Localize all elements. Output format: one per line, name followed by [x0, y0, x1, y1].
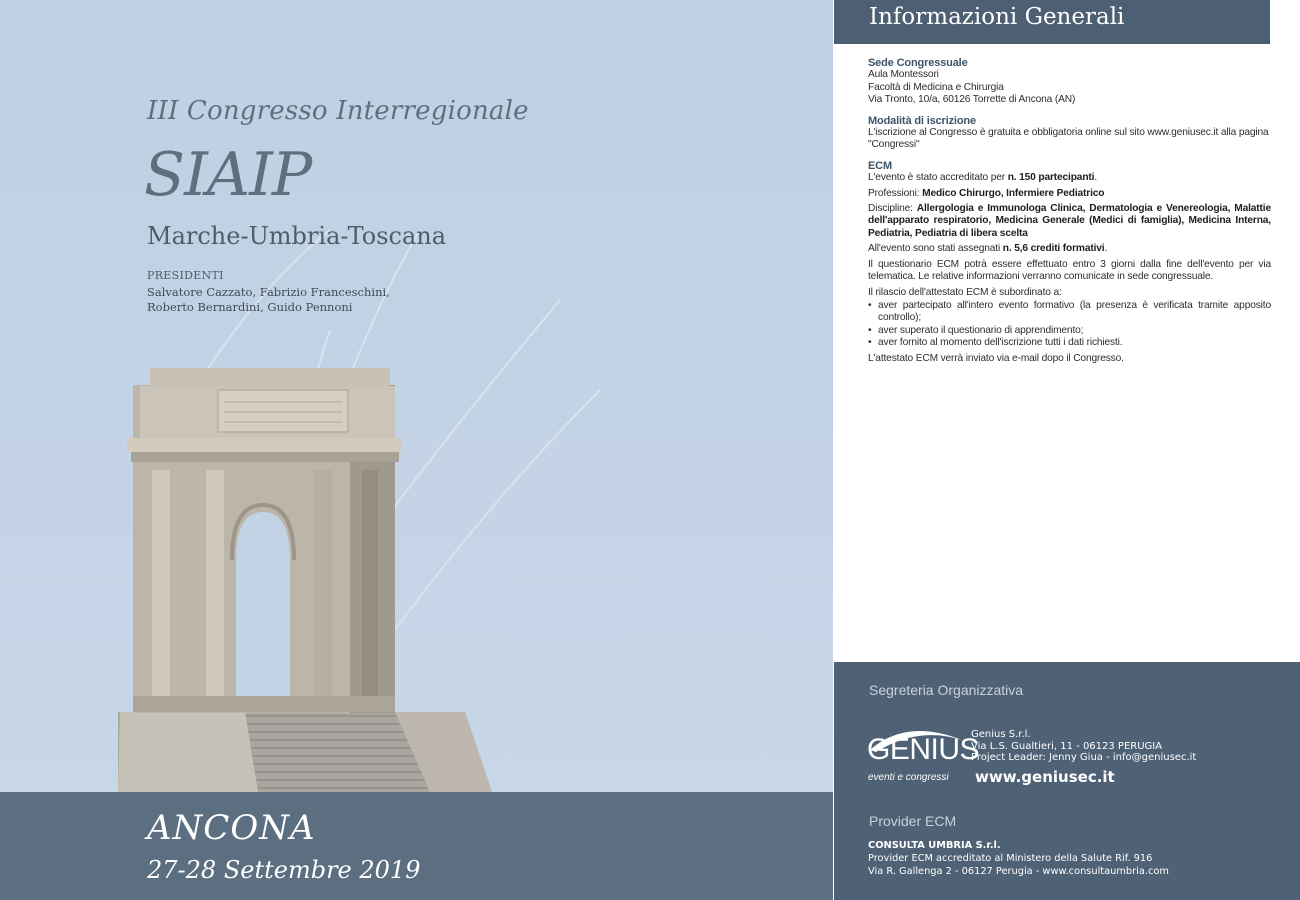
professioni-label: Professioni: [868, 187, 923, 199]
crediti-post: . [1104, 243, 1108, 255]
presidents-names [147, 285, 447, 315]
segreteria-heading: Segreteria Organizzativa [869, 682, 1024, 698]
genius-company: Genius S.r.l. [971, 729, 1031, 740]
sede-line: Via Tronto, 10/a, 60126 Torrette di Ancona (AN) [868, 94, 1076, 106]
event-dates: 27-28 Settembre 2019 [147, 856, 421, 884]
ecm-rilascio: Il rilascio dell'attestato ECM è subordinato a: [868, 286, 1062, 298]
provider-block [868, 839, 1268, 878]
list-item: • aver fornito al momento dell'iscrizione tutti i dati richiesti. [868, 337, 1271, 349]
ecm-conditions-list [868, 300, 1271, 350]
crediti-pre: All'evento sono stati assegnati [868, 243, 1003, 255]
provider-name: CONSULTA UMBRIA S.r.l. [868, 840, 1001, 851]
event-city: ANCONA [147, 808, 316, 848]
provider-address[interactable]: Via R. Gallenga 2 - 06127 Perugia - www.consultaumbria.com [868, 866, 1169, 877]
genius-contact[interactable]: Project Leader: Jenny Giua - info@geniusec.it [971, 752, 1197, 763]
provider-accreditation: Provider ECM accreditato al Ministero della Salute Rif. 916 [868, 853, 1153, 864]
list-item: • aver superato il questionario di apprendimento; [868, 325, 1271, 337]
presidents-line: Salvatore Cazzato, Fabrizio Franceschini, [147, 285, 390, 299]
info-title: Informazioni Generali [869, 4, 1125, 30]
genius-logo-word: GENIUS [867, 733, 980, 766]
discipline-value: Allergologia e Immunologa Clinica, Dermatologia e Venereologia, Malattie dell'apparato respiratorio, Medicina Generale (Medici di famiglia), Medicina Interna, Pediatria, Pediatria di libera scelta [868, 203, 1271, 239]
congress-subtitle: III Congresso Interregionale [147, 96, 529, 126]
ecm-accredited-count: n. 150 partecipanti [1007, 172, 1095, 184]
genius-website-link[interactable]: www.geniusec.it [975, 768, 1115, 786]
presidents-label: PRESIDENTI [147, 269, 224, 282]
sede-line: Facoltà di Medicina e Chirurgia [868, 81, 1004, 93]
ecm-heading: ECM [868, 159, 892, 172]
iscrizione-text: L'iscrizione al Congresso è gratuita e obbligatoria online sul sito www.geniusec.it alla pagina "Congressi" [868, 127, 1269, 151]
list-item: • aver partecipato all'intero evento formativo (la presenza è verificata tramite apposito controllo); [868, 300, 1271, 325]
crediti-value: n. 5,6 crediti formativi [1002, 243, 1105, 255]
genius-logo-tagline: eventi e congressi [868, 772, 949, 783]
ecm-accredited-pre: L'evento è stato accreditato per [868, 172, 1008, 184]
arch-of-trajan-illustration [118, 368, 492, 792]
ecm-professioni [868, 188, 1271, 200]
discipline-label: Discipline: [868, 203, 917, 215]
iscrizione-heading: Modalità di iscrizione [868, 114, 976, 127]
provider-heading: Provider ECM [869, 813, 957, 829]
info-body [868, 57, 1271, 365]
ecm-accredited-post: . [1094, 172, 1098, 184]
ecm-invio: L'attestato ECM verrà inviato via e-mail dopo il Congresso. [868, 352, 1124, 364]
genius-contact-block [971, 729, 1271, 764]
professioni-value: Medico Chirurgo, Infermiere Pediatrico [922, 187, 1105, 199]
genius-address: Via L.S. Gualtieri, 11 - 06123 PERUGIA [971, 740, 1163, 752]
sede-line: Aula Montessori [868, 69, 939, 81]
ecm-discipline [868, 203, 1271, 240]
congress-region: Marche-Umbria-Toscana [147, 222, 447, 250]
sede-heading: Sede Congressuale [868, 57, 968, 69]
ecm-questionario: Il questionario ECM potrà essere effettuato entro 3 giorni dalla fine dell'evento per via telematica. Le relative informazioni verranno comunicate in sede congressuale. [868, 258, 1271, 283]
ecm-crediti [868, 243, 1271, 255]
ecm-accredited [868, 172, 1271, 184]
presidents-line: Roberto Bernardini, Guido Pennoni [147, 300, 353, 314]
congress-title: SIAIP [144, 140, 312, 210]
